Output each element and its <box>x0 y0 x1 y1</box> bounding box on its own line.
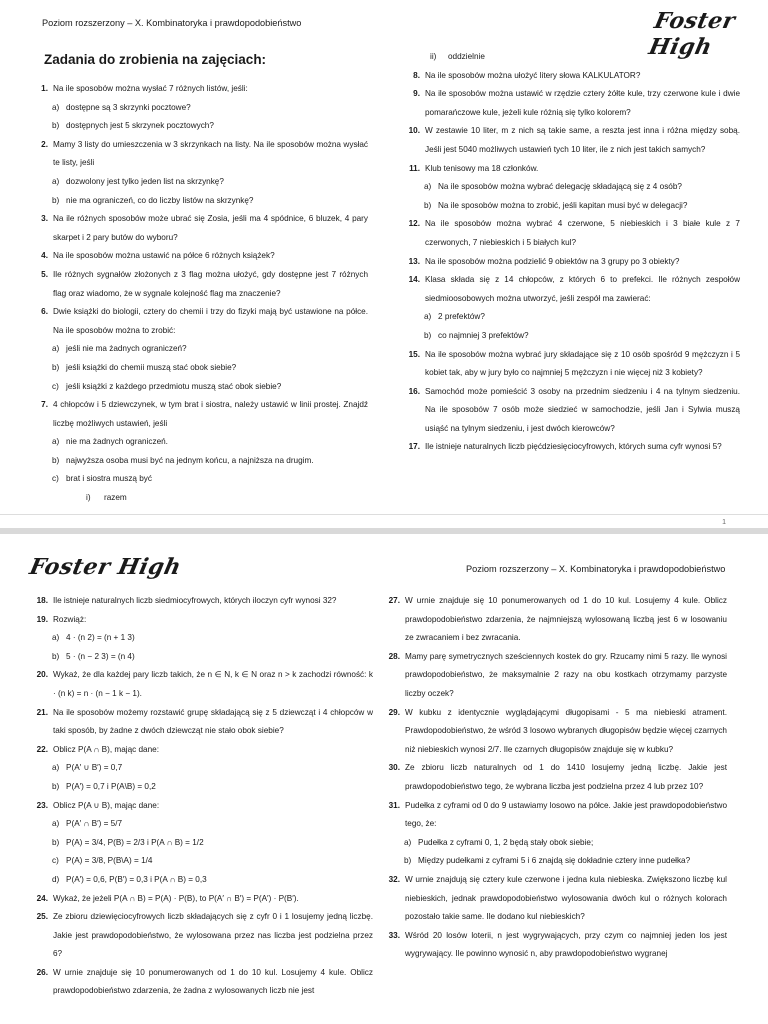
item-number: 11. <box>409 163 420 173</box>
item-number: 4. <box>41 251 48 261</box>
list-subitem <box>28 359 368 378</box>
subitem-label: a) <box>52 344 60 354</box>
list-subitem <box>28 340 368 359</box>
item-number: 7. <box>41 400 48 410</box>
list-item <box>28 80 368 99</box>
list-subitem <box>28 648 373 667</box>
subitem-text: Na ile sposobów można wybrać delegację składającą się z 4 osób? <box>438 182 682 192</box>
item-text: W urnie znajduje się 10 ponumerowanych od 1 do 10 kul. Losujemy 4 kule. Oblicz prawdopodobieństwo zdarzenia, że najmniejszą wylosowaną liczbą jest 6 w losowaniu ze zwracaniem i bez zwracania. <box>405 596 727 643</box>
item-text: Klasa składa się z 14 chłopców, z których 6 to prefekci. Ile różnych zespołów siedmioosobowych można utworzyć, jeśli zespół ma zawierać: <box>425 275 740 303</box>
item-text: Mamy parę symetrycznych sześciennych kostek do gry. Rzucamy nimi 5 razy. Ile wynosi prawdopodobieństwo, że maksymalnie 2 razy na obu kostkach otrzymamy parzyste liczby oczek? <box>405 651 727 698</box>
item-number: 23. <box>36 800 48 810</box>
item-text: Mamy 3 listy do umieszczenia w 3 skrzynkach na listy. Na ile sposobów można wysłać te listy, jeśli <box>53 139 368 168</box>
subitem-text: razem <box>104 493 127 503</box>
subitem-label: b) <box>52 121 60 131</box>
list-item <box>380 592 727 648</box>
page2-right-column <box>380 592 727 964</box>
list-item <box>400 85 740 122</box>
subitem-text: P(A′ ∩ B′) = 5/7 <box>66 819 123 829</box>
page1-left-column <box>28 80 368 508</box>
list-item <box>400 253 740 272</box>
item-number: 3. <box>41 214 48 224</box>
subitem-label: b) <box>52 781 60 791</box>
item-number: 33. <box>388 930 400 940</box>
item-number: 20. <box>36 670 48 680</box>
item-text: Na ile sposobów można wysłać 7 różnych listów, jeśli: <box>53 84 248 93</box>
subitem-label: d) <box>52 874 60 884</box>
list-subitem <box>28 452 368 471</box>
list-item <box>28 266 368 303</box>
section-heading: Zadania do zrobienia na zajęciach: <box>44 52 267 67</box>
page-header-title: Poziom rozszerzony – X. Kombinatoryka i prawdopodobieństwo <box>466 564 726 574</box>
subitem-label: a) <box>52 819 60 829</box>
list-item <box>28 247 368 266</box>
list-subitem <box>28 470 368 489</box>
subitem-label: b) <box>424 200 432 210</box>
item-number: 10. <box>408 126 420 136</box>
item-number: 5. <box>41 269 48 279</box>
item-text: Oblicz P(A ∪ B), mając dane: <box>53 800 160 810</box>
list-item <box>28 908 373 964</box>
list-subitem <box>28 433 368 452</box>
subitem-label: a) <box>52 102 60 112</box>
school-logo: Foster High <box>646 8 738 60</box>
list-subitem <box>380 834 727 853</box>
subitem-label: c) <box>52 474 59 484</box>
list-subitem <box>28 192 368 211</box>
item-text: Wykaż, że jeżeli P(A ∩ B) = P(A) · P(B), to P(A′ ∩ B′) = P(A′) · P(B′). <box>53 893 299 903</box>
subitem-text: co najmniej 3 prefektów? <box>438 330 529 340</box>
list-subitem <box>400 308 740 327</box>
item-text: Dwie książki do biologii, cztery do chemii i trzy do fizyki mają być ustawione na półce. Na ile sposobów można to zrobić: <box>53 307 368 335</box>
list-item <box>400 346 740 383</box>
subitem-label: b) <box>52 837 60 847</box>
item-number: 30. <box>388 763 400 773</box>
subitem-text: jeśli nie ma żadnych ograniczeń? <box>66 344 187 354</box>
list-subitem <box>28 99 368 118</box>
item-text: Ile istnieje naturalnych liczb pięćdziesięciocyfrowych, których suma cyfr wynosi 5? <box>425 442 722 452</box>
item-number: 31. <box>388 800 400 810</box>
item-text: Na ile różnych sposobów może ubrać się Zosia, jeśli ma 4 spódnice, 6 bluzek, 4 pary skarpet i 2 pary butów do wyboru? <box>53 214 368 242</box>
list-subitem <box>400 327 740 346</box>
item-number: 28. <box>388 651 400 661</box>
subitem-text: dostępne są 3 skrzynki pocztowe? <box>66 102 191 112</box>
subitem-label: b) <box>52 195 60 205</box>
list-item <box>400 438 740 457</box>
item-text: Ze zbioru liczb naturalnych od 1 do 1410 losujemy jedną liczbę. Jakie jest prawdopodobieństwo tego, że wybrana liczba jest podzielna przez 4 lub przez 10? <box>405 763 727 791</box>
list-item <box>28 592 373 611</box>
item-number: 18. <box>36 596 48 605</box>
item-number: 32. <box>388 874 400 884</box>
item-number: 29. <box>388 707 400 717</box>
list-subitem <box>28 834 373 853</box>
item-number: 8. <box>413 70 420 80</box>
item-text: Na ile sposobów można wybrać jury składające się z 10 osób spośród 9 mężczyzn i 5 kobiet tak, aby w jury było co najmniej 5 mężczyzn i nie więcej niż 3 kobiety? <box>425 349 740 378</box>
list-item <box>400 122 740 159</box>
subitem-text: brat i siostra muszą być <box>66 474 152 484</box>
subitem-text: 2 prefektów? <box>438 312 485 322</box>
subitem-text: dostępnych jest 5 skrzynek pocztowych? <box>66 121 214 131</box>
list-item <box>28 210 368 247</box>
school-logo: Foster High <box>27 554 184 580</box>
item-number: 14. <box>408 275 420 285</box>
item-text: Oblicz P(A ∩ B), mając dane: <box>53 744 159 754</box>
page-2 <box>0 534 768 1024</box>
subitem-label: i) <box>86 493 91 503</box>
list-item <box>28 396 368 433</box>
subitem-label: b) <box>52 651 60 661</box>
item-text: Pudełka z cyframi od 0 do 9 ustawiamy losowo na półce. Jakie jest prawdopodobieństwo tego, że: <box>405 800 727 829</box>
page-number: 1 <box>722 519 726 526</box>
item-number: 25. <box>36 912 48 922</box>
subitem-text: Na ile sposobów można to zrobić, jeśli kapitan musi być w delegacji? <box>438 200 688 210</box>
item-text: Na ile sposobów można podzielić 9 obiektów na 3 grupy po 3 obiekty? <box>425 256 680 266</box>
list-subitem <box>28 778 373 797</box>
list-subitem <box>28 759 373 778</box>
item-text: Na ile sposobów można wybrać 4 czerwone, 5 niebieskich i 3 białe kule z 7 czerwonych, 7 niebieskich i 5 białych kul? <box>425 219 740 247</box>
subitem-label: a) <box>52 437 60 447</box>
item-text: W urnie znajduje się 10 ponumerowanych od 1 do 10 kul. Losujemy 4 kule. Oblicz prawdopodobieństwo zdarzenia, że żadna z wylosowanych liczb nie jest <box>53 967 373 996</box>
item-number: 19. <box>36 614 48 624</box>
item-number: 9. <box>413 89 420 99</box>
item-text: Na ile sposobów możemy rozstawić grupę składającą się z 5 dziewcząt i 4 chłopców w taki sposób, by żadne z dwóch dziewcząt nie stało obok siebie? <box>53 707 373 736</box>
list-item <box>380 704 727 760</box>
item-number: 21. <box>36 707 48 717</box>
subitem-label: a) <box>52 176 60 186</box>
item-text: W urnie znajdują się cztery kule czerwone i jedna kula niebieska. Zwiększono liczbę kul niebieskich, jednak prawdopodobieństwo wylosowania dwóch kul o różnych kolorach pozostało takie same. Ile dodano kul niebieskich? <box>405 874 727 922</box>
item-number: 17. <box>408 442 420 452</box>
item-number: 16. <box>408 386 420 396</box>
item-text: Ile istnieje naturalnych liczb siedmiocyfrowych, których iloczyn cyfr wynosi 32? <box>53 596 337 605</box>
item-text: Wykaż, że dla każdej pary liczb takich, że n ∈ N, k ∈ N oraz n > k zachodzi równość: k · (n k) = n · (n − 1 k − 1). <box>53 670 373 698</box>
list-item <box>28 303 368 340</box>
item-text: W kubku z identycznie wyglądającymi długopisami - 5 ma niebieski atrament. Prawdopodobieństwo, że wśród 3 losowo wybranych długopisów będzie więcej czarnych niż niebieskich wynosi 2/7. Ile czarnych długopisów znajduje się w kubku? <box>405 707 727 754</box>
item-number: 27. <box>388 596 400 605</box>
subitem-text: jeśli książki z każdego przedmiotu muszą stać obok siebie? <box>66 381 282 391</box>
subitem-label: c) <box>52 381 59 391</box>
item-number: 6. <box>41 307 48 317</box>
list-item <box>400 67 740 86</box>
list-item <box>400 215 740 252</box>
list-item <box>28 704 373 741</box>
subitem-text: P(A) = 3/8, P(B\A) = 1/4 <box>66 856 153 866</box>
item-number: 1. <box>41 84 48 93</box>
item-number: 26. <box>36 967 48 977</box>
list-subitem <box>380 852 727 871</box>
subitem-text: Między pudełkami z cyframi 5 i 6 znajdą się dokładnie cztery inne pudełka? <box>418 856 691 866</box>
page1-right-column <box>400 48 740 457</box>
subitem-text: 5 · (n − 2 3) = (n 4) <box>66 651 135 661</box>
item-text: Na ile sposobów można ustawić na półce 6 różnych książek? <box>53 251 275 261</box>
list-subitem <box>400 197 740 216</box>
list-item <box>28 741 373 760</box>
item-text: W zestawie 10 liter, m z nich są takie same, a reszta jest inna i różna między sobą. Jeśli jest 5040 możliwych ustawień tych 10 liter, ile z nich jest takich samych? <box>425 126 740 154</box>
list-item <box>28 890 373 909</box>
subitem-text: P(A) = 3/4, P(B) = 2/3 i P(A ∩ B) = 1/2 <box>66 837 204 847</box>
subitem-label: b) <box>52 455 60 465</box>
list-item <box>400 383 740 439</box>
list-item <box>400 160 740 179</box>
list-item <box>380 797 727 834</box>
list-item <box>380 648 727 704</box>
subitem-text: dozwolony jest tylko jeden list na skrzynkę? <box>66 176 224 186</box>
list-subitem <box>28 629 373 648</box>
subitem-label: b) <box>52 362 60 372</box>
page-header-title: Poziom rozszerzony – X. Kombinatoryka i prawdopodobieństwo <box>42 18 302 28</box>
subitem-label: b) <box>424 330 432 340</box>
item-text: Wśród 20 losów loterii, n jest wygrywających, przy czym co najmniej jeden los jest wygrywający. Ile powinno wynosić n, aby prawdopodobieństwo wygranej <box>405 930 727 959</box>
subitem-text: jeśli książki do chemii muszą stać obok siebie? <box>66 362 237 372</box>
list-item <box>28 964 373 1001</box>
list-item <box>28 136 368 173</box>
item-number: 2. <box>41 139 48 149</box>
subitem-label: a) <box>424 312 432 322</box>
list-item <box>380 759 727 796</box>
subitem-label: a) <box>52 763 60 773</box>
list-subitem <box>28 173 368 192</box>
subitem-label: a) <box>52 633 60 643</box>
subitem-label: b) <box>404 856 412 866</box>
list-subitem <box>28 378 368 397</box>
subitem-text: P(A′ ∪ B′) = 0,7 <box>66 763 123 773</box>
subitem-label: c) <box>52 856 59 866</box>
list-subitem <box>400 178 740 197</box>
subitem-label: a) <box>404 837 412 847</box>
item-text: Samochód może pomieścić 3 osoby na przednim siedzeniu i 4 na tylnym siedzeniu. Na ile sposobów 7 osób może siedzieć w samochodzie, jeśli Jan i Sylwia muszą usiąść na tylnym siedzeniu, i jest dwóch kierowców? <box>425 386 740 433</box>
list-item <box>380 927 727 964</box>
item-text: Na ile sposobów można ułożyć litery słowa KALKULATOR? <box>425 70 641 80</box>
item-text: Na ile sposobów można ustawić w rzędzie cztery żółte kule, trzy czerwone kule i dwie pomarańczowe kule, jeżeli kule różnią się tylko kolorem? <box>425 89 740 117</box>
item-text: 4 chłopców i 5 dziewczynek, w tym brat i siostra, należy ustawić w linii prostej. Znajdź liczbę możliwych ustawień, jeśli <box>53 400 368 428</box>
subitem-text: P(A′) = 0,7 i P(A\B) = 0,2 <box>66 781 156 791</box>
list-subitem: ii) oddzielnie <box>430 52 485 61</box>
item-number: 24. <box>36 893 48 903</box>
list-item <box>28 797 373 816</box>
subitem-text: Pudełka z cyframi 0, 1, 2 będą stały obok siebie; <box>418 837 594 847</box>
item-text: Ze zbioru dziewięciocyfrowych liczb składających się z cyfr 0 i 1 losujemy jedną liczbę. Jakie jest prawdopodobieństwo, że wylosowana przez nas liczba jest podzielna przez 6? <box>53 912 373 959</box>
page2-left-column <box>28 592 373 1001</box>
subitem-text: 4 · (n 2) = (n + 1 3) <box>66 633 135 643</box>
item-text: Rozwiąż: <box>53 614 87 624</box>
item-number: 22. <box>36 744 48 754</box>
page-divider <box>0 514 768 515</box>
item-text: Klub tenisowy ma 18 członków. <box>425 163 539 173</box>
list-item <box>380 871 727 927</box>
subitem-label: a) <box>424 182 432 192</box>
list-subitem <box>28 815 373 834</box>
item-number: 15. <box>408 349 420 359</box>
list-subitem <box>28 489 368 508</box>
subitem-text: najwyższa osoba musi być na jednym końcu, a najniższa na drugim. <box>66 455 314 465</box>
item-number: 13. <box>408 256 420 266</box>
list-item <box>400 271 740 308</box>
subitem-text: nie ma ograniczeń, co do liczby listów na skrzynkę? <box>66 195 254 205</box>
list-subitem <box>28 871 373 890</box>
subitem-text: P(A′) = 0,6, P(B′) = 0,3 i P(A ∩ B) = 0,3 <box>66 874 207 884</box>
item-number: 12. <box>408 219 420 229</box>
list-item <box>28 666 373 703</box>
subitem-text: nie ma żadnych ograniczeń. <box>66 437 168 447</box>
list-item <box>28 611 373 630</box>
list-subitem <box>28 852 373 871</box>
list-subitem <box>28 117 368 136</box>
item-text: Ile różnych sygnałów złożonych z 3 flag można ułożyć, gdy dostępne jest 7 różnych flag oraz wiadomo, że w sygnale kolejność flag ma znaczenie? <box>53 269 368 298</box>
